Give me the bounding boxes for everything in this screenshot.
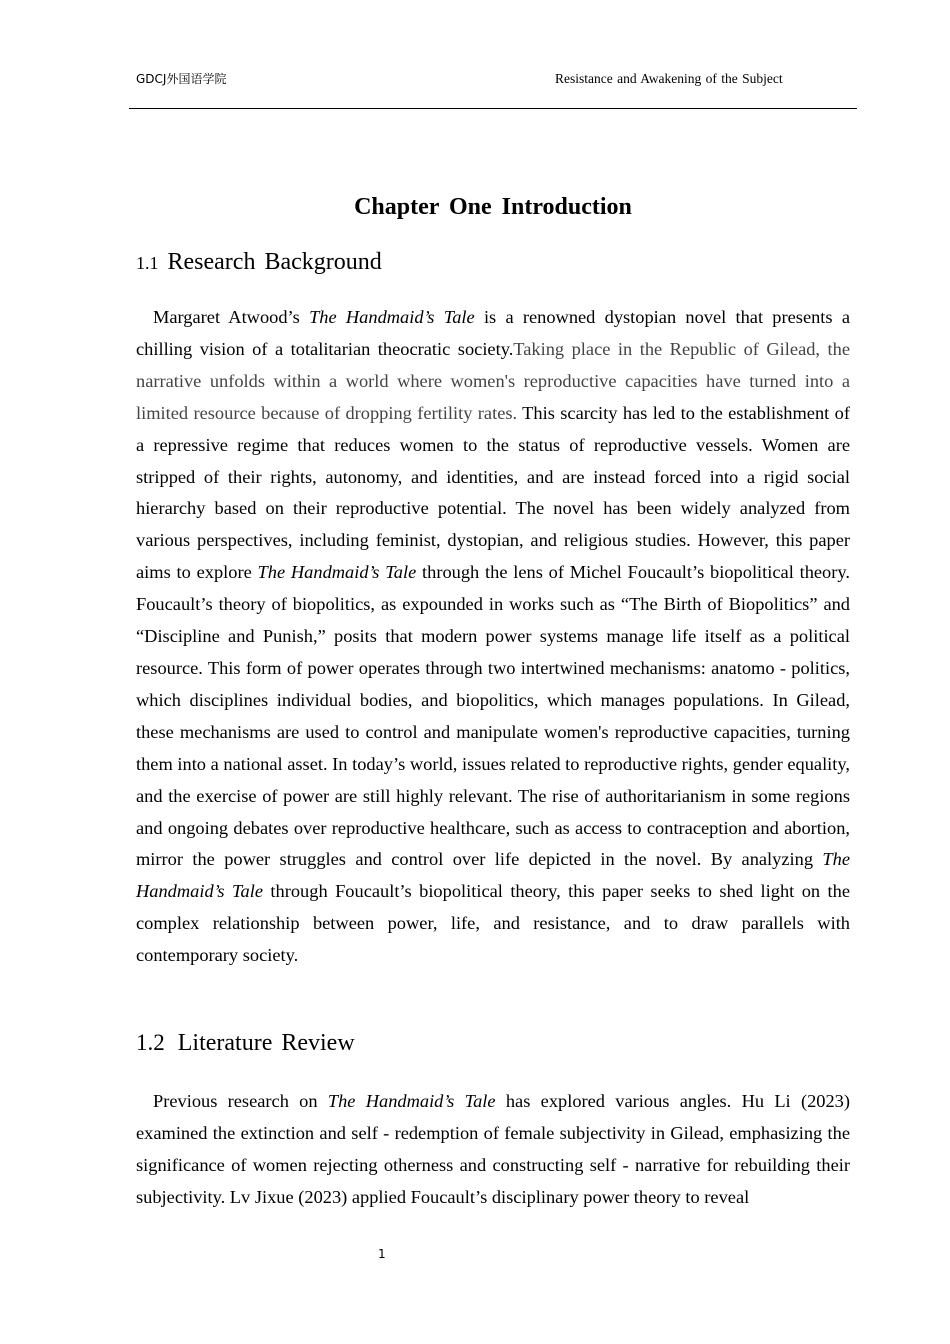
section-number: 1.1 [136, 253, 159, 273]
book-title: The Handmaid’s Tale [309, 307, 475, 327]
text-run: is a renowned dystopian novel that presents a chilling vision of a totalitarian theocratic society. [136, 307, 850, 359]
section-heading-1-1 [136, 249, 382, 276]
header-institution: GDCJ外国语学院 [136, 72, 227, 86]
text-run: has explored various angles. Hu Li (2023) examined the extinction and self - redemption of female subjectivity in Gilead, emphasizing the significance of women rejecting otherness and constructing self - narrative for rebuilding their subjectivity. Lv Jixue (2023) applied Foucault’s disciplinary power theory to reveal [136, 1091, 850, 1207]
section-title: Research Background [167, 249, 382, 275]
chapter-title: Chapter One Introduction [354, 194, 632, 220]
header-running-title: Resistance and Awakening of the Subject [555, 71, 783, 86]
book-title: The Handmaid’s Tale [257, 562, 417, 583]
header-divider [129, 108, 857, 109]
text-run: This scarcity has led to the establishment of a repressive regime that reduces women to the status of reproductive vessels. Women are stripped of their rights, autonomy, and identities, and are instead forced into a rigid social hierarchy based on their reproductive potential. The novel has been widely analyzed from various perspectives, including feminist, dystopian, and religious studies. However, this paper aims to explore [136, 402, 850, 583]
page-number: 1 [378, 1247, 386, 1261]
text-run-gray: Taking place in the Republic of Gilead, the narrative unfolds within a world where women's reproductive capacities have turned into a limited resource because of dropping fertility rates. [136, 338, 850, 423]
section-number: 1.2 [136, 1030, 165, 1055]
section-heading-1-2 [136, 1030, 355, 1057]
text-run: Margaret Atwood’s [153, 307, 310, 327]
book-title: The Handmaid’s Tale [136, 849, 850, 902]
paragraph-research-background [136, 302, 850, 972]
book-title: The Handmaid’s Tale [327, 1091, 496, 1111]
paragraph-literature-review [136, 1086, 850, 1214]
text-run: through the lens of Michel Foucault’s biopolitical theory. Foucault’s theory of biopolitics, as expounded in works such as “The Birth of Biopolitics” and “Discipline and Punish,” posits that modern power systems manage life itself as a political resource. This form of power operates through two intertwined mechanisms: anatomo - politics, which disciplines individual bodies, and biopolitics, which manages populations. In Gilead, these mechanisms are used to control and manipulate women's reproductive capacities, turning them into a national asset. In today’s world, issues related to reproductive rights, gender equality, and the exercise of power are still highly relevant. The rise of authoritarianism in some regions and ongoing debates over reproductive healthcare, such as access to contraception and abortion, mirror the power struggles and control over life depicted in the novel. By analyzing [136, 562, 850, 870]
section-title: Literature Review [177, 1030, 355, 1056]
text-run: Previous research on [153, 1091, 328, 1111]
text-run: through Foucault’s biopolitical theory, this paper seeks to shed light on the complex relationship between power, life, and resistance, and to draw parallels with contemporary society. [136, 881, 850, 966]
